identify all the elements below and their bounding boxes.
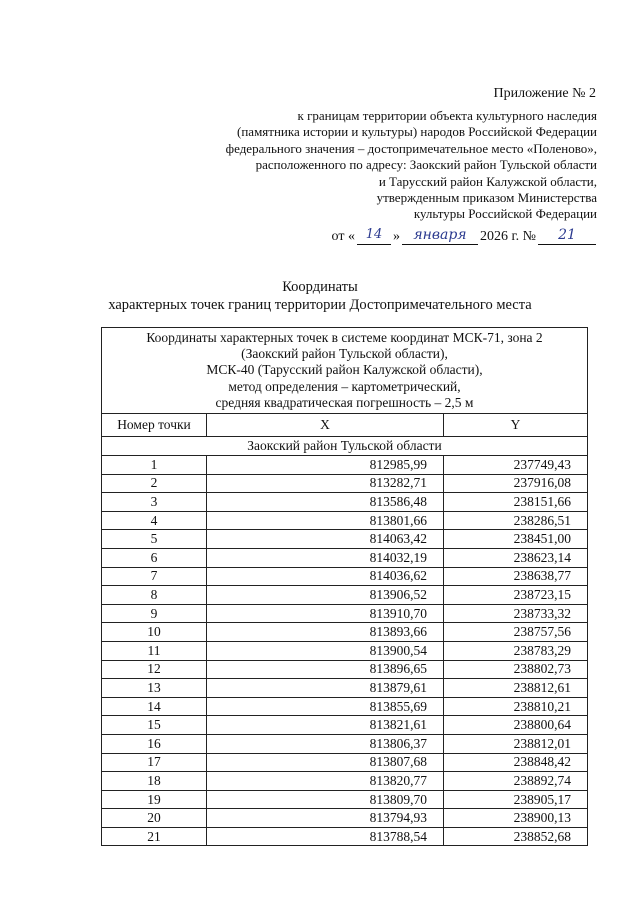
table-row [102, 772, 588, 791]
approval-line: (памятника истории и культуры) народов Российской Федерации [237, 124, 597, 140]
point-number-cell: 9 [102, 604, 207, 623]
table-row [102, 809, 588, 828]
x-coordinate-cell: 812985,99 [207, 456, 444, 475]
x-coordinate-cell: 813807,68 [207, 753, 444, 772]
point-number-cell: 12 [102, 660, 207, 679]
point-number-cell: 11 [102, 641, 207, 660]
x-coordinate-cell: 813586,48 [207, 493, 444, 512]
point-number-cell: 13 [102, 679, 207, 698]
x-coordinate-cell: 814063,42 [207, 530, 444, 549]
x-coordinate-cell: 814032,19 [207, 548, 444, 567]
y-coordinate-cell: 238286,51 [444, 511, 588, 530]
order-month-handwritten: января [402, 226, 478, 245]
point-number-cell: 10 [102, 623, 207, 642]
table-row [102, 623, 588, 642]
table-row [102, 660, 588, 679]
y-coordinate-cell: 238900,13 [444, 809, 588, 828]
x-coordinate-cell: 813809,70 [207, 790, 444, 809]
table-row [102, 716, 588, 735]
x-coordinate-cell: 813879,61 [207, 679, 444, 698]
table-row [102, 753, 588, 772]
approval-line: утвержденным приказом Министерства [376, 190, 597, 206]
table-row [102, 697, 588, 716]
point-number-cell: 18 [102, 772, 207, 791]
appendix-title: Приложение № 2 [493, 86, 596, 101]
point-number-cell: 6 [102, 548, 207, 567]
table-row [102, 734, 588, 753]
point-number-cell: 1 [102, 456, 207, 475]
table-header-line: (Заокский район Тульской области), [241, 346, 448, 362]
document-title [0, 278, 640, 314]
table-row [102, 493, 588, 512]
x-coordinate-cell: 813906,52 [207, 586, 444, 605]
point-number-cell: 8 [102, 586, 207, 605]
y-coordinate-cell: 238812,61 [444, 679, 588, 698]
order-day-handwritten: 14 [357, 226, 391, 245]
order-prefix: от « [331, 229, 355, 244]
table-header-line: Координаты характерных точек в системе координат МСК-71, зона 2 [146, 330, 543, 345]
y-coordinate-cell: 238892,74 [444, 772, 588, 791]
column-header-x: X [207, 414, 444, 437]
table-header-cell [102, 328, 588, 414]
y-coordinate-cell: 238810,21 [444, 697, 588, 716]
y-coordinate-cell: 238783,29 [444, 641, 588, 660]
table-row [102, 548, 588, 567]
point-number-cell: 7 [102, 567, 207, 586]
table-header-row [102, 328, 588, 414]
table-row [102, 456, 588, 475]
table-row [102, 567, 588, 586]
x-coordinate-cell: 813282,71 [207, 474, 444, 493]
table-row [102, 530, 588, 549]
approval-line: федерального значения – достопримечательное место «Поленово», [225, 140, 597, 156]
table-header-line: МСК-40 (Тарусский район Калужской области), [206, 362, 483, 378]
point-number-cell: 4 [102, 511, 207, 530]
point-number-cell: 20 [102, 809, 207, 828]
column-header-y: Y [444, 414, 588, 437]
x-coordinate-cell: 813910,70 [207, 604, 444, 623]
y-coordinate-cell: 238723,15 [444, 586, 588, 605]
point-number-cell: 2 [102, 474, 207, 493]
point-number-cell: 15 [102, 716, 207, 735]
point-number-cell: 14 [102, 697, 207, 716]
table-header-line: метод определения – картометрический, [228, 378, 461, 394]
region-row [102, 437, 588, 456]
x-coordinate-cell: 813788,54 [207, 827, 444, 846]
approval-line: и Тарусский район Калужской области, [378, 173, 597, 189]
order-year-text: 2026 г. № [479, 229, 536, 244]
point-number-cell: 21 [102, 827, 207, 846]
y-coordinate-cell: 238800,64 [444, 716, 588, 735]
table-row [102, 511, 588, 530]
y-coordinate-cell: 238733,32 [444, 604, 588, 623]
order-number-handwritten: 21 [538, 226, 596, 245]
x-coordinate-cell: 813893,66 [207, 623, 444, 642]
y-coordinate-cell: 238757,56 [444, 623, 588, 642]
y-coordinate-cell: 238905,17 [444, 790, 588, 809]
region-label: Заокский район Тульской области [102, 437, 588, 456]
table-row [102, 790, 588, 809]
approval-line: культуры Российской Федерации [413, 206, 597, 222]
table-row [102, 641, 588, 660]
y-coordinate-cell: 237916,08 [444, 474, 588, 493]
table-row [102, 604, 588, 623]
point-number-cell: 3 [102, 493, 207, 512]
approval-line: расположенного по адресу: Заокский район Тульской области [255, 157, 597, 173]
x-coordinate-cell: 814036,62 [207, 567, 444, 586]
title-line-1: Координаты [282, 279, 358, 295]
order-date-line [332, 226, 596, 245]
x-coordinate-cell: 813806,37 [207, 734, 444, 753]
y-coordinate-cell: 238848,42 [444, 753, 588, 772]
y-coordinate-cell: 238623,14 [444, 548, 588, 567]
x-coordinate-cell: 813896,65 [207, 660, 444, 679]
table-row [102, 679, 588, 698]
y-coordinate-cell: 238852,68 [444, 827, 588, 846]
y-coordinate-cell: 238151,66 [444, 493, 588, 512]
x-coordinate-cell: 813801,66 [207, 511, 444, 530]
column-header-number: Номер точки [102, 414, 207, 437]
point-number-cell: 5 [102, 530, 207, 549]
y-coordinate-cell: 238638,77 [444, 567, 588, 586]
point-number-cell: 17 [102, 753, 207, 772]
table-row [102, 474, 588, 493]
x-coordinate-cell: 813820,77 [207, 772, 444, 791]
y-coordinate-cell: 238812,01 [444, 734, 588, 753]
column-header-row [102, 414, 588, 437]
x-coordinate-cell: 813855,69 [207, 697, 444, 716]
y-coordinate-cell: 238802,73 [444, 660, 588, 679]
table-header-line: средняя квадратическая погрешность – 2,5 м [215, 394, 474, 410]
point-number-cell: 16 [102, 734, 207, 753]
point-number-cell: 19 [102, 790, 207, 809]
order-quote-close: » [392, 229, 400, 244]
x-coordinate-cell: 813794,93 [207, 809, 444, 828]
approval-block [177, 108, 597, 223]
y-coordinate-cell: 237749,43 [444, 456, 588, 475]
table-row [102, 827, 588, 846]
y-coordinate-cell: 238451,00 [444, 530, 588, 549]
title-line-2: характерных точек границ территории Достопримечательного места [108, 297, 532, 313]
coordinates-table [101, 327, 588, 846]
x-coordinate-cell: 813900,54 [207, 641, 444, 660]
table-row [102, 586, 588, 605]
approval-line: к границам территории объекта культурного наследия [297, 108, 597, 123]
x-coordinate-cell: 813821,61 [207, 716, 444, 735]
